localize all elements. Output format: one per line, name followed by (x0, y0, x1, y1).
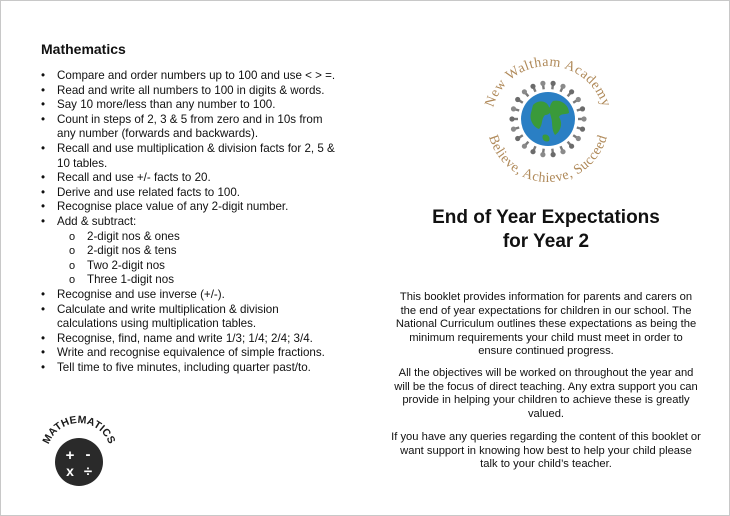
child-figure (530, 84, 535, 92)
child-figure (515, 135, 523, 141)
divide-symbol: ÷ (83, 463, 93, 480)
school-logo (473, 43, 623, 193)
child-figure (530, 146, 535, 154)
child-figure (568, 89, 575, 96)
child-figure (560, 146, 565, 154)
child-figure (577, 127, 585, 132)
section-heading: Mathematics (41, 41, 126, 57)
list-item: • Recall and use multiplication & division facts for 2, 5 & 10 tables. (21, 142, 341, 171)
child-figure (577, 106, 585, 111)
logo-bottom-text: Believe, Achieve, Succeed (485, 133, 611, 187)
list-item: • Recognise, find, name and write 1/3; 1/4; 2/4; 3/4. (21, 332, 341, 347)
left-column (21, 41, 341, 375)
list-item-add-subtract (21, 215, 341, 288)
title-line-2: for Year 2 (502, 231, 590, 252)
child-figure (551, 149, 556, 158)
child-figure (540, 81, 545, 90)
globe-with-children-icon (473, 43, 623, 193)
sub-list-item: o 2-digit nos & ones (57, 230, 341, 245)
list-item: • Tell time to five minutes, including quarter past/to. (21, 361, 341, 376)
sub-list-item: o 2-digit nos & tens (57, 244, 341, 259)
child-figure (573, 97, 581, 103)
sub-list-item: o Three 1-digit nos (57, 273, 341, 288)
minus-symbol: - (85, 446, 91, 463)
list-item: • Count in steps of 2, 3 & 5 from zero and in 10s from any number (forwards and backwards). (21, 113, 341, 142)
child-figure (573, 135, 581, 141)
list-item: • Recall and use +/- facts to 20. (21, 171, 341, 186)
child-figure (522, 89, 529, 96)
child-figure (515, 97, 523, 103)
list-item: • Write and recognise equivalence of simple fractions. (21, 346, 341, 361)
child-figure (511, 106, 519, 111)
list-item: • Derive and use related facts to 100. (21, 186, 341, 201)
objectives-list (21, 69, 341, 375)
child-figure (560, 84, 565, 92)
list-item: • Calculate and write multiplication & division calculations using multiplication tables. (21, 303, 341, 332)
child-figure (540, 149, 545, 158)
child-figure (578, 116, 587, 121)
list-item: • Recognise place value of any 2-digit number. (21, 200, 341, 215)
logo-top-text: New Waltham Academy (482, 54, 614, 110)
intro-paragraph: This booklet provides information for parents and carers on the end of year expectations for children in our school. The National Curriculum outlines these expectations as being the minimum requirements your child must meet in order to ensure continued progress. (395, 291, 697, 358)
objectives-paragraph: All the objectives will be worked on throughout the year and will be the focus of direct teaching. Any extra support you can provide in helping your children to achieve these is greatly valued. (394, 367, 698, 420)
child-figure (568, 142, 575, 149)
list-item: • Recognise and use inverse (+/-). (21, 288, 341, 303)
list-item: • Say 10 more/less than any number to 100. (21, 98, 341, 113)
plus-symbol: + (65, 447, 75, 464)
queries-paragraph: If you have any queries regarding the content of this booklet or want support in knowing how best to help your child please talk to your child’s teacher. (391, 431, 701, 471)
math-operators-icon (37, 407, 121, 491)
title-line-1: End of Year Expectations (432, 207, 660, 228)
sub-list-item: o Two 2-digit nos (57, 259, 341, 274)
child-figure (522, 142, 529, 149)
child-figure (551, 81, 556, 90)
badge-circle (55, 438, 103, 486)
child-figure (509, 116, 518, 121)
list-item: • Compare and order numbers up to 100 and use < > =. (21, 69, 341, 84)
list-item-label: Add & subtract: (57, 214, 137, 228)
booklet-title (381, 206, 711, 254)
sub-list (57, 230, 341, 288)
child-figure (511, 127, 519, 132)
right-column (381, 1, 711, 515)
math-badge-graphic (37, 407, 121, 491)
times-symbol: x (66, 463, 74, 479)
badge-label: MATHEMATICS (40, 413, 118, 446)
list-item: • Read and write all numbers to 100 in digits & words. (21, 84, 341, 99)
